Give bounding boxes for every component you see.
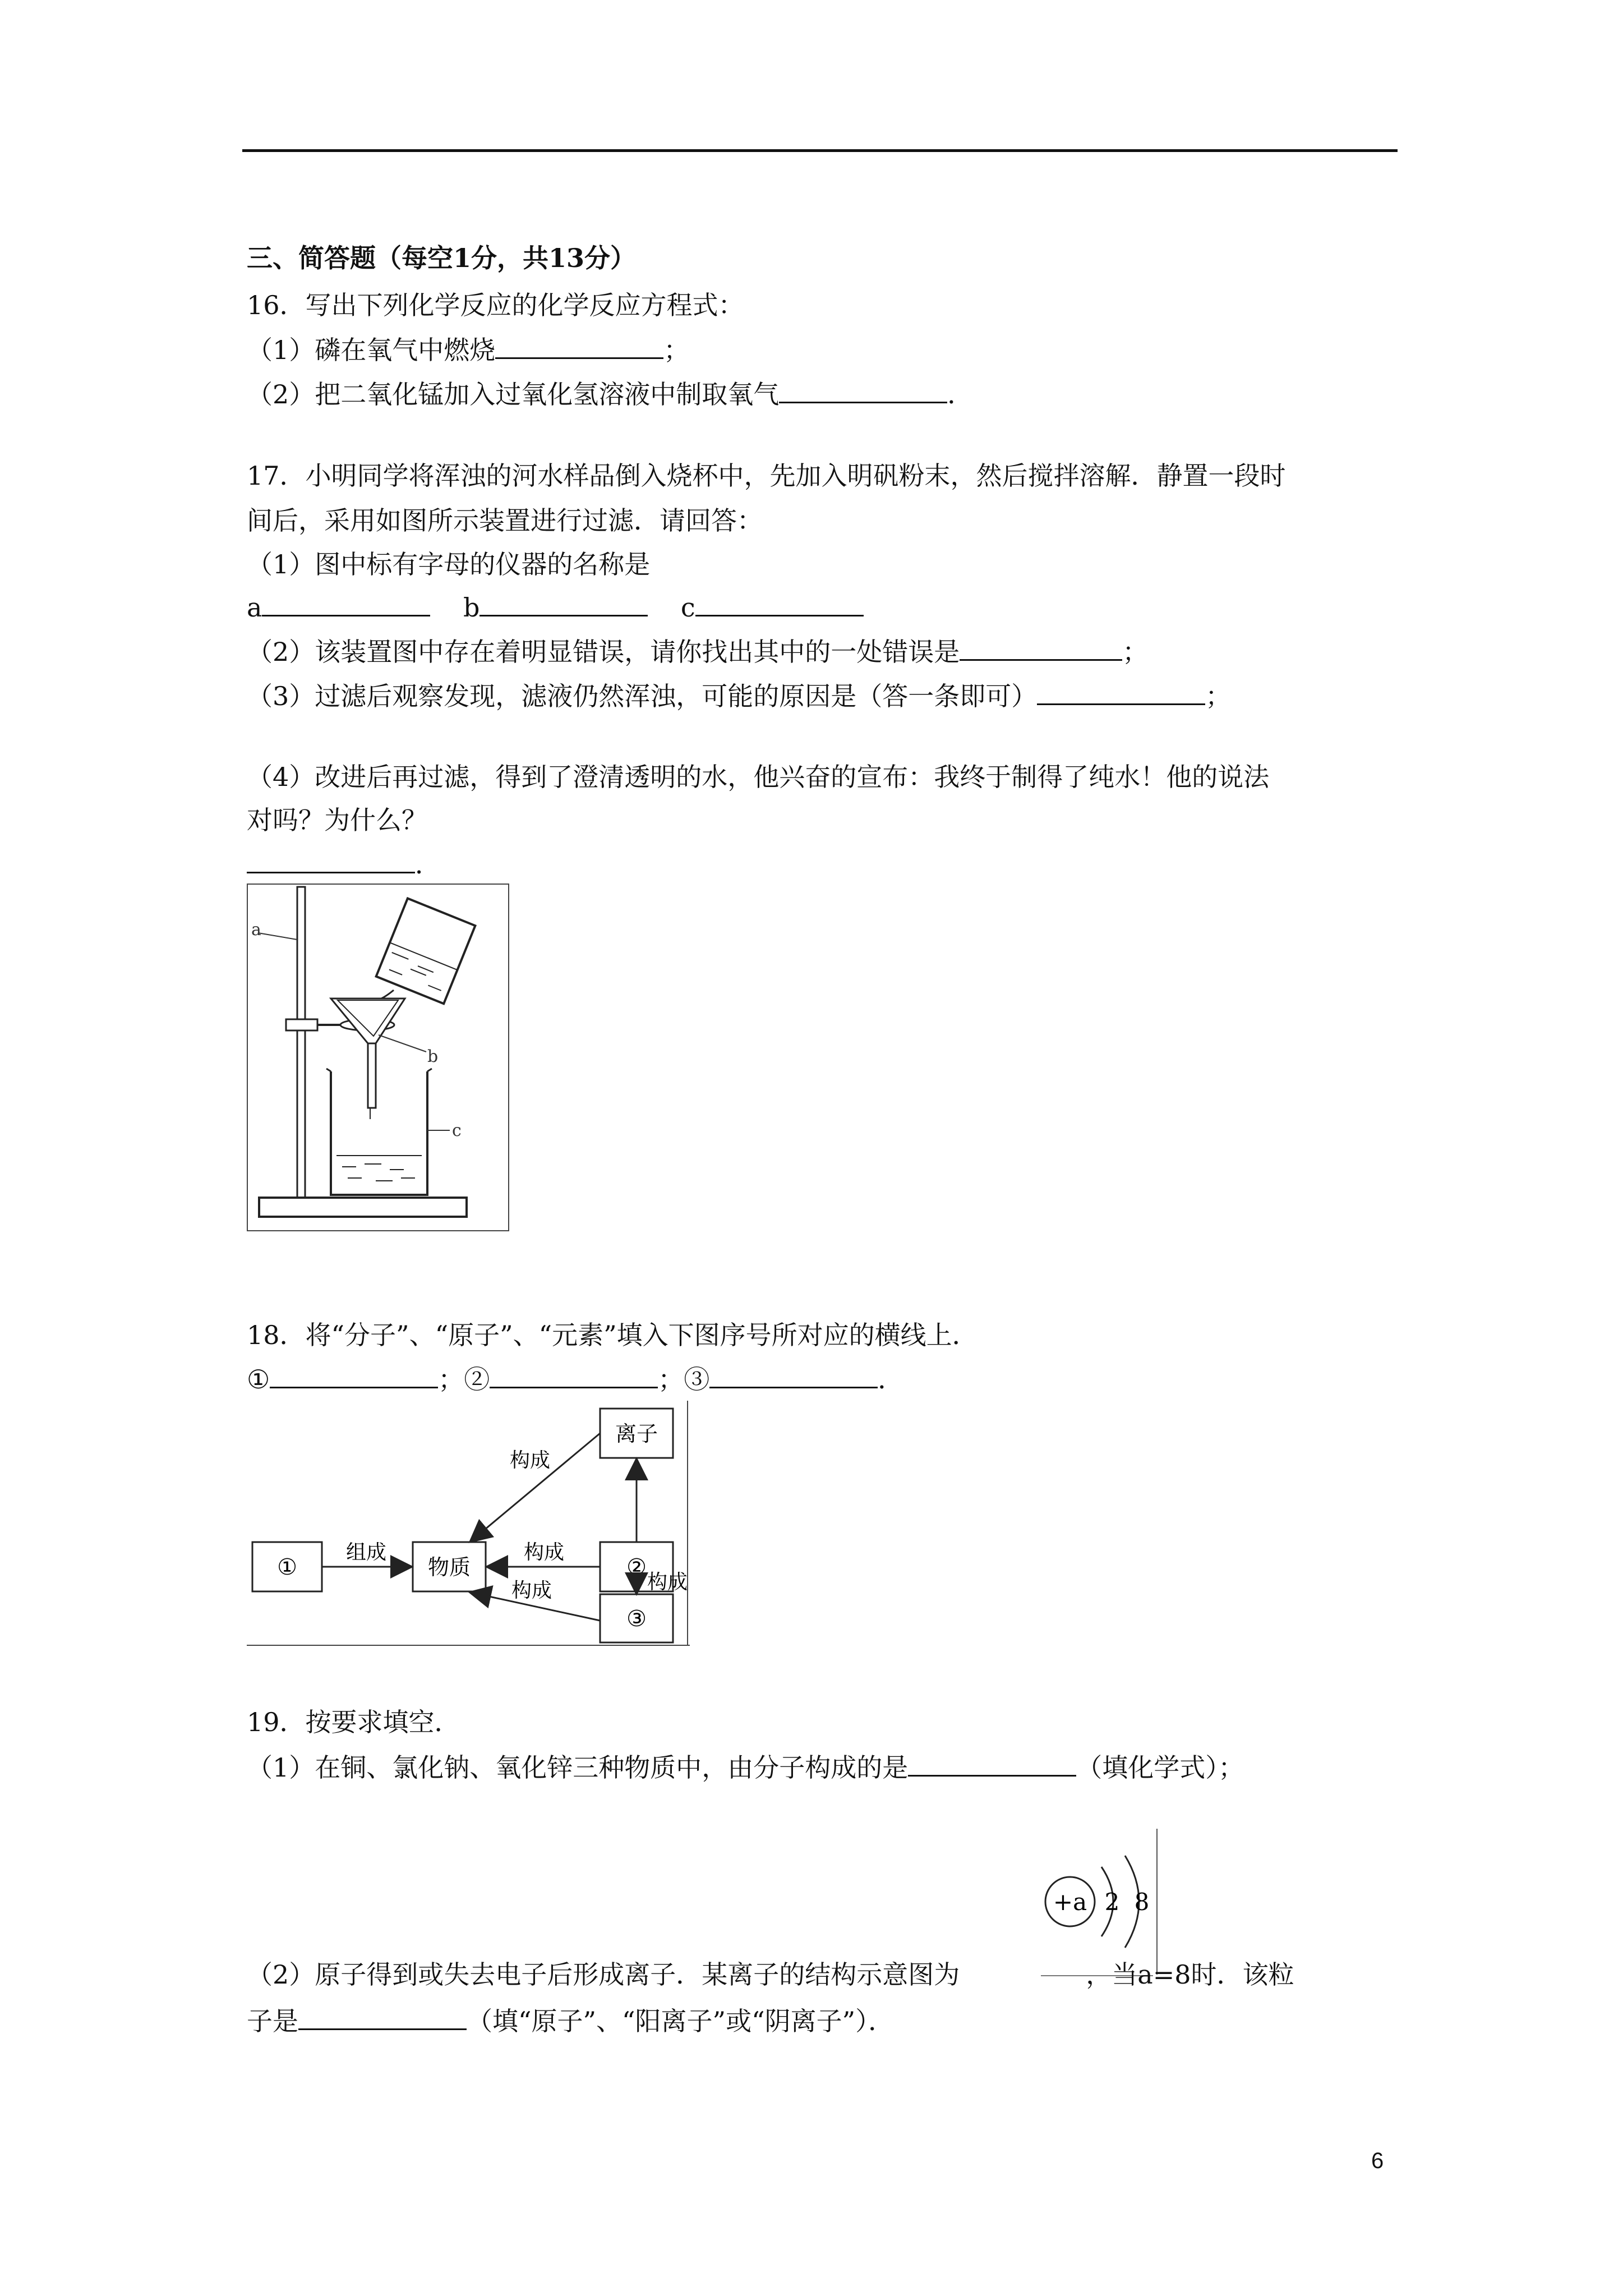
q16-part2-end: ． <box>947 379 974 409</box>
label-construct-top: 构成 <box>509 1449 551 1472</box>
q17-blank-b[interactable] <box>479 590 648 616</box>
q17-blank-a[interactable] <box>262 590 430 616</box>
q17-part3 <box>247 679 1231 713</box>
shell2-count: 8 <box>1134 1888 1150 1916</box>
concept-diagram <box>247 1401 690 1648</box>
q17-part1: （1）图中标有字母的仪器的名称是 <box>247 549 651 579</box>
q19-part2-line1 <box>247 1958 1294 1991</box>
q16-part2-text: （2）把二氧化锰加入过氧化氢溶液中制取氧气 <box>247 379 780 409</box>
q18-sep-1: ； <box>438 1364 464 1395</box>
q18-label-2: ② <box>464 1364 490 1395</box>
q17-answer3-blank[interactable] <box>1037 679 1205 705</box>
q17-part2 <box>247 634 1148 669</box>
q16-part1 <box>247 333 689 367</box>
box-substance-label: 物质 <box>427 1555 471 1580</box>
fig-label-a: a <box>251 920 261 940</box>
q17-stem-line1: 17．小明同学将浑浊的河水样品倒入烧杯中，先加入明矾粉末，然后搅拌溶解．静置一段时 <box>247 461 1286 491</box>
q18-blank-2[interactable] <box>490 1362 658 1388</box>
q19-part1 <box>247 1750 1244 1784</box>
q17-answer4-blank[interactable] <box>247 847 415 873</box>
filtration-apparatus-figure <box>247 884 510 1232</box>
q17-part4-line2: 对吗？为什么？ <box>247 805 427 835</box>
q17-label-c: c <box>680 592 695 623</box>
q17-part3-end: ； <box>1205 681 1232 711</box>
q18-blanks <box>247 1362 903 1396</box>
label-construct-right: 构成 <box>647 1571 688 1594</box>
q19-part1-text: （1）在铜、氯化钠、氧化锌三种物质中，由分子构成的是 <box>247 1752 909 1783</box>
page-number: 6 <box>1371 2148 1384 2173</box>
q19-stem: 19．按要求填空． <box>247 1707 460 1737</box>
section-title: 三、简答题（每空1分，共13分） <box>247 243 637 273</box>
box-ion-label: 离子 <box>615 1421 658 1446</box>
q17-label-a: a <box>247 592 262 623</box>
q16-answer2-blank[interactable] <box>779 377 947 403</box>
q18-end: ． <box>878 1364 904 1395</box>
q17-part2-end: ； <box>1122 637 1149 667</box>
q16-part2 <box>247 377 973 411</box>
label-construct-mid: 构成 <box>523 1541 565 1564</box>
q17-answer2-blank[interactable] <box>960 634 1122 661</box>
shell1-count: 2 <box>1104 1888 1120 1916</box>
q17-part1-blanks <box>247 590 864 624</box>
q19-part2-text-b: ，当a=8时．该粒 <box>1086 1959 1294 1990</box>
q19-part2-text: （2）原子得到或失去电子后形成离子．某离子的结构示意图为 <box>247 1959 960 1990</box>
q19-answer1-blank[interactable] <box>908 1750 1076 1777</box>
q18-blank-3[interactable] <box>709 1362 878 1388</box>
q17-part4-end: ． <box>415 849 441 880</box>
nucleus-label: +a <box>1053 1888 1087 1916</box>
q17-part4-line1: （4）改进后再过滤，得到了澄清透明的水，他兴奋的宣布：我终于制得了纯水！他的说法 <box>247 762 1270 792</box>
header-rule <box>242 149 1398 152</box>
q19-part2-end: （填“原子”、“阳离子”或“阴离子”）． <box>467 2006 895 2036</box>
q19-part2-line2 <box>247 2004 894 2038</box>
q18-stem: 18．将“分子”、“原子”、“元素”填入下图序号所对应的横线上． <box>247 1320 978 1350</box>
q17-stem-line2: 间后，采用如图所示装置进行过滤．请回答： <box>247 505 763 536</box>
box-2-label: ② <box>626 1554 647 1580</box>
q19-answer2-blank[interactable] <box>298 2004 467 2030</box>
q16-stem: 16．写出下列化学反应的化学反应方程式： <box>247 290 744 320</box>
q16-answer1-blank[interactable] <box>495 333 663 359</box>
q18-label-3: ③ <box>684 1364 710 1395</box>
label-construct-low: 构成 <box>511 1579 552 1602</box>
label-compose: 组成 <box>345 1541 387 1564</box>
q16-part1-end: ； <box>663 335 690 365</box>
q17-blank-c[interactable] <box>695 590 864 616</box>
q18-blank-1[interactable] <box>270 1362 438 1388</box>
fig-label-c: c <box>452 1121 462 1140</box>
q17-part4-answer <box>247 847 441 881</box>
box-1-label: ① <box>277 1554 297 1580</box>
fig-label-b: b <box>427 1047 439 1066</box>
q17-label-b: b <box>463 592 480 623</box>
q19-part2-text-c: 子是 <box>247 2006 298 2036</box>
q17-part3-text: （3）过滤后观察发现，滤液仍然浑浊，可能的原因是（答一条即可） <box>247 681 1038 711</box>
q16-part1-text: （1）磷在氧气中燃烧 <box>247 335 496 365</box>
q18-sep-2: ； <box>658 1364 684 1395</box>
q18-label-1: ① <box>247 1364 270 1395</box>
q17-part2-text: （2）该装置图中存在着明显错误，请你找出其中的一处错误是 <box>247 637 960 667</box>
q19-part1-end: （填化学式）； <box>1076 1752 1244 1783</box>
box-3-label: ③ <box>626 1606 647 1632</box>
